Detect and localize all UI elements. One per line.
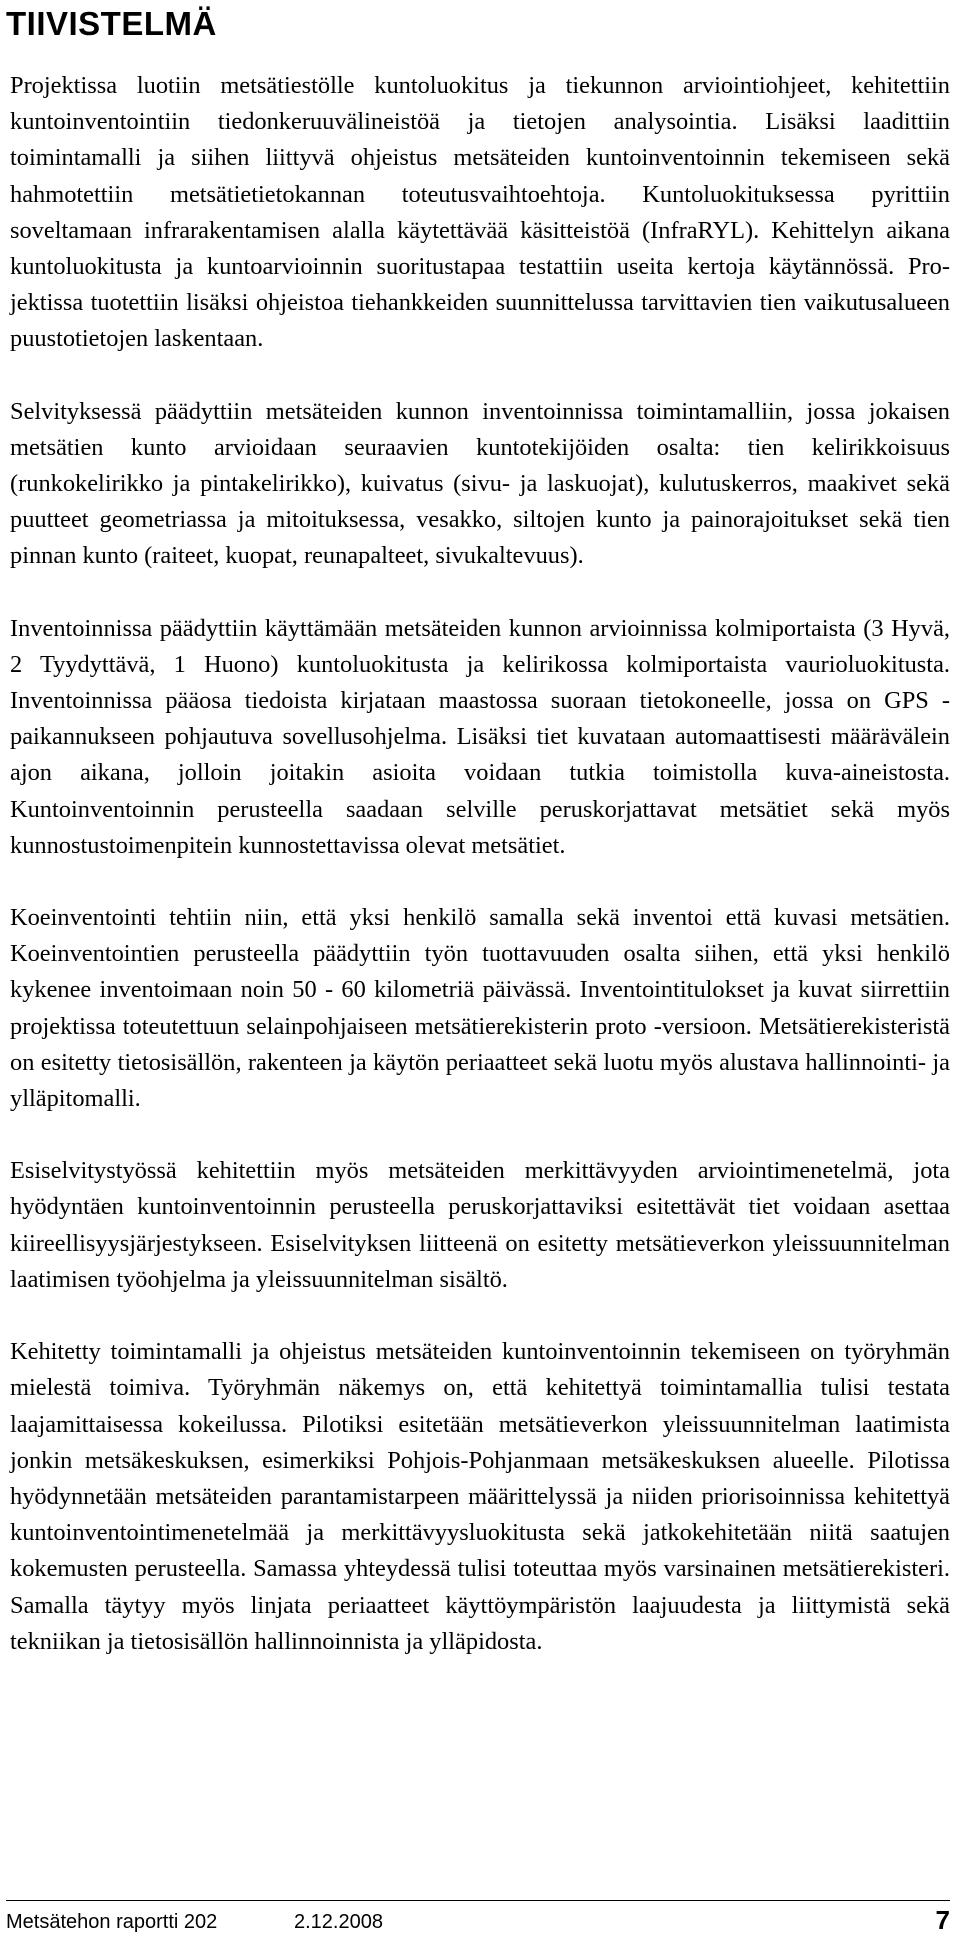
page-number: 7	[935, 1905, 950, 1935]
paragraph-3: Inventoinnissa päädyttiin käyttämään metsäteiden kunnon arvioinnissa kolmiportaista (3 Hyvä, 2 Tyydyttävä, 1 Huono) kuntoluokitusta ja kelirikossa kolmiportaista vaurioluokitusta. Inventoinnissa pääosa tiedoista kirjataan maastossa suoraan tietokoneelle, jossa on GPS -paikannukseen pohjautuva sovellusohjelma. Lisäksi tiet kuvataan automaattisesti määrävälein ajon aikana, jolloin joitakin asioita voidaan tutkia toimistolla kuva-aineistosta. Kuntoinventoinnin perusteella saadaan selville peruskorjattavat metsätiet sekä myös kunnostustoimenpitein kunnostettavissa olevat metsätiet.	[10, 614, 950, 859]
page-footer	[6, 1900, 950, 1940]
page-title: TIIVISTELMÄ	[6, 5, 217, 42]
paragraph-6: Kehitetty toimintamalli ja ohjeistus metsäteiden kuntoinventoinnin tekemiseen on työryhmän mielestä toimiva. Työryhmän näkemys on, että kehitettyä toimintamallia tulisi testata laajamittaisessa kokeilussa. Pilotiksi esitetään metsätieverkon yleissuunnitelman laatimista jonkin metsäkeskuksen, esimerkiksi Pohjois-Pohjanmaan metsäkeskuksen alueelle. Pilotissa hyödynnetään metsäteiden parantamistarpeen määrittelyssä ja niiden priorisoinnissa kehitettyä kuntoinventointimenetelmää ja merkittävyysluokitusta sekä jatkokehitetään niitä saatujen kokemusten perusteella. Samassa yhteydessä tulisi toteuttaa myös varsinainen metsätierekisteri. Samalla täytyy myös linjata periaatteet käyttöympäristön laajuudesta ja liittymistä sekä tekniikan ja tietosisällön hallinnoinnista ja ylläpidosta.	[10, 1338, 950, 1655]
paragraph-1: Projektissa luotiin metsätiestölle kuntoluokitus ja tiekunnon arviointiohjeet, kehitettiin kuntoinventointiin tiedonkeruuvälineistöä ja tietojen analysointia. Lisäksi laadittiin toimintamalli ja siihen liittyvä ohjeistus metsäteiden kuntoinventoinnin tekemiseen sekä hahmotettiin metsätietietokannan toteutusvaihtoehtoja. Kuntoluokituksessa pyrittiin soveltamaan infrarakentamisen alalla käytettävää käsitteistöä (InfraRYL). Kehittelyn aikana kuntoluokitusta ja kuntoarvioinnin suoritustapaa testattiin useita kertoja käytännössä. Projektissa tuotettiin lisäksi ohjeistoa tiehankkeiden suunnittelussa tarvittavien tien vaikutusalueen puustotietojen laskentaan.	[10, 72, 950, 353]
paragraph-4: Koeinventointi tehtiin niin, että yksi henkilö samalla sekä inventoi että kuvasi metsätien. Koeinventointien perusteella päädyttiin työn tuottavuuden osalta siihen, että yksi henkilö kykenee inventoimaan noin 50 - 60 kilometriä päivässä. Inventointitulokset ja kuvat siirrettiin projektissa toteutettuun selainpohjaiseen metsätierekisterin proto -versioon. Metsätierekisteristä on esitetty tietosisällön, rakenteen ja käytön periaatteet sekä luotu myös alustava hallinnointi- ja ylläpitomalli.	[10, 904, 950, 1113]
footer-date: 2.12.2008	[294, 1911, 383, 1933]
footer-divider	[6, 1900, 950, 1901]
summary-body	[10, 68, 950, 1696]
paragraph-5: Esiselvitystyössä kehitettiin myös metsäteiden merkittävyyden arviointimenetelmä, jota hyödyntäen kuntoinventoinnin perusteella peruskorjattaviksi esitettävät tiet voidaan asettaa kiireellisyysjärjestykseen. Esiselvityksen liitteenä on esitetty metsätieverkon yleissuunnitelman laatimisen työohjelma ja yleissuunnitelman sisältö.	[10, 1157, 950, 1293]
footer-report-name: Metsätehon raportti 202	[6, 1911, 218, 1933]
paragraph-2: Selvityksessä päädyttiin metsäteiden kunnon inventoinnissa toimintamalliin, jossa jokaisen metsätien kunto arvioidaan seuraavien kuntotekijöiden osalta: tien kelirikkoisuus (runkokelirikko ja pintakelirikko), kuivatus (sivu- ja laskuojat), kulutuskerros, maakivet sekä puutteet geometriassa ja mitoituksessa, vesakko, siltojen kunto ja painorajoitukset sekä tien pinnan kunto (raiteet, kuopat, reunapalteet, sivukaltevuus).	[10, 397, 950, 570]
